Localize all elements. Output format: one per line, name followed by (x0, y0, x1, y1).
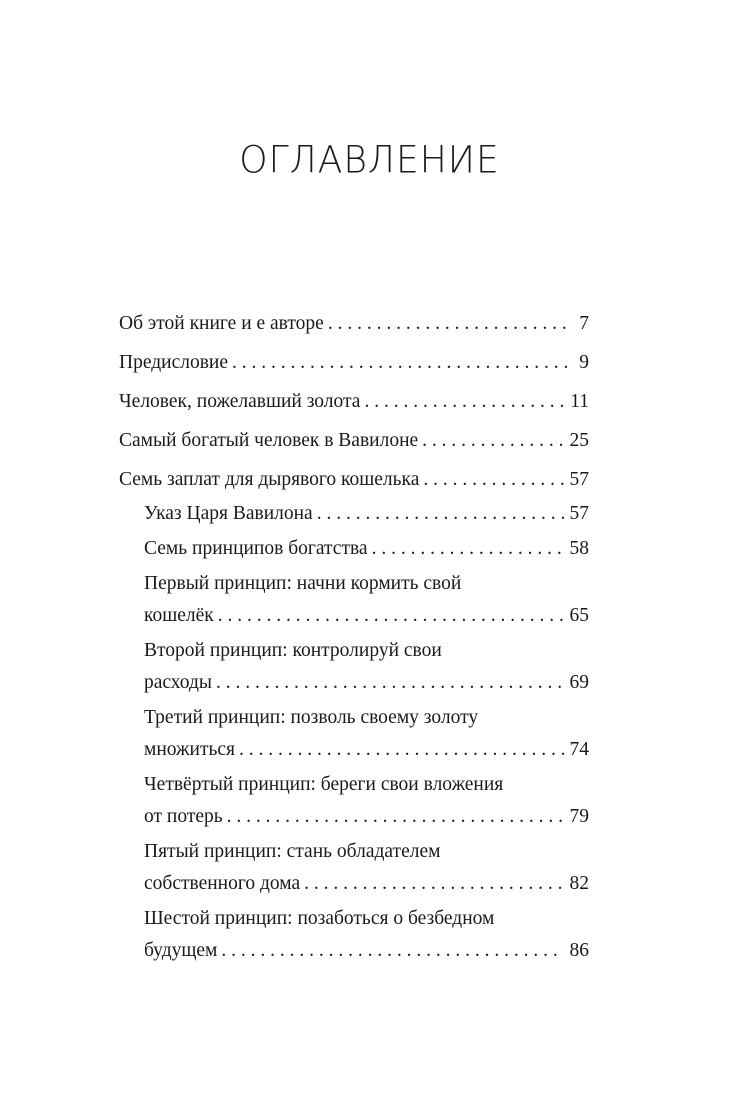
toc-subentry-title: кошелёк (144, 605, 214, 626)
toc-subentry[interactable] (144, 702, 589, 766)
toc-subentry-title-line1: Второй принцип: контролируй свои (144, 640, 442, 661)
toc-subentry-title: собственного дома (144, 873, 301, 894)
toc-entry-title: Предисловие (119, 352, 229, 373)
toc-entry-page: 57 (569, 469, 589, 490)
toc-subentry-page: 74 (569, 739, 589, 760)
toc-subentry[interactable] (144, 903, 589, 967)
toc-subentry-title: будущем (144, 940, 218, 961)
toc-subentry-title: от потерь (144, 806, 223, 827)
leader-dots (239, 734, 564, 766)
toc-subentry[interactable] (144, 568, 589, 632)
leader-dots (328, 308, 573, 340)
toc-subentry-page: 57 (569, 503, 589, 524)
leader-dots (364, 386, 564, 418)
toc-subentry-page: 69 (569, 672, 589, 693)
toc-subentry-title: Указ Царя Вавилона (144, 503, 313, 524)
page-title: ОГЛАВЛЕНИЕ (239, 138, 500, 183)
toc-entry-page: 25 (569, 430, 589, 451)
toc-subentry[interactable] (144, 635, 589, 699)
table-of-contents (119, 308, 589, 967)
toc-subentry[interactable] (144, 533, 589, 565)
toc-subentry-title-line1: Первый принцип: начни кормить свой (144, 573, 462, 594)
leader-dots (227, 801, 564, 833)
toc-entry-page: 11 (570, 391, 589, 412)
toc-subentry-page: 65 (569, 605, 589, 626)
toc-entry-page: 9 (579, 352, 589, 373)
toc-subentry-title-line1: Четвёртый принцип: береги свои вложения (144, 774, 504, 795)
toc-subentry-title-line1: Третий принцип: позволь своему золоту (144, 707, 479, 728)
toc-entry[interactable] (119, 386, 589, 418)
toc-subentry-page: 86 (569, 940, 589, 961)
toc-entry-title: Человек, пожелавший золота (119, 391, 361, 412)
leader-dots (232, 347, 573, 379)
toc-subentry-title: Семь принципов богатства (144, 538, 368, 559)
toc-entry[interactable] (119, 425, 589, 457)
leader-dots (216, 667, 563, 699)
toc-subentry-title-line1: Шестой принцип: позаботься о безбедном (144, 908, 495, 929)
leader-dots (221, 935, 563, 967)
leader-dots (423, 464, 563, 496)
toc-entry[interactable] (119, 308, 589, 340)
leader-dots (304, 868, 563, 900)
toc-subentry-page: 58 (569, 538, 589, 559)
leader-dots (422, 425, 563, 457)
toc-entry-title: Об этой книге и е авторе (119, 313, 324, 334)
toc-subentry-page: 79 (569, 806, 589, 827)
toc-subentry[interactable] (144, 769, 589, 833)
toc-subentry[interactable] (144, 498, 589, 530)
toc-entry-page: 7 (579, 313, 589, 334)
toc-entry[interactable] (119, 347, 589, 379)
toc-subentry-title: расходы (144, 672, 213, 693)
toc-subentry-title: множиться (144, 739, 235, 760)
toc-subentry-page: 82 (569, 873, 589, 894)
leader-dots (218, 600, 564, 632)
toc-entry-title: Самый богатый человек в Вавилоне (119, 430, 419, 451)
toc-subentry-title-line1: Пятый принцип: стань обладателем (144, 841, 441, 862)
toc-subentry[interactable] (144, 836, 589, 900)
leader-dots (317, 498, 564, 530)
toc-entry-title: Семь заплат для дырявого кошелька (119, 469, 420, 490)
leader-dots (372, 533, 564, 565)
toc-entry[interactable] (119, 464, 589, 496)
